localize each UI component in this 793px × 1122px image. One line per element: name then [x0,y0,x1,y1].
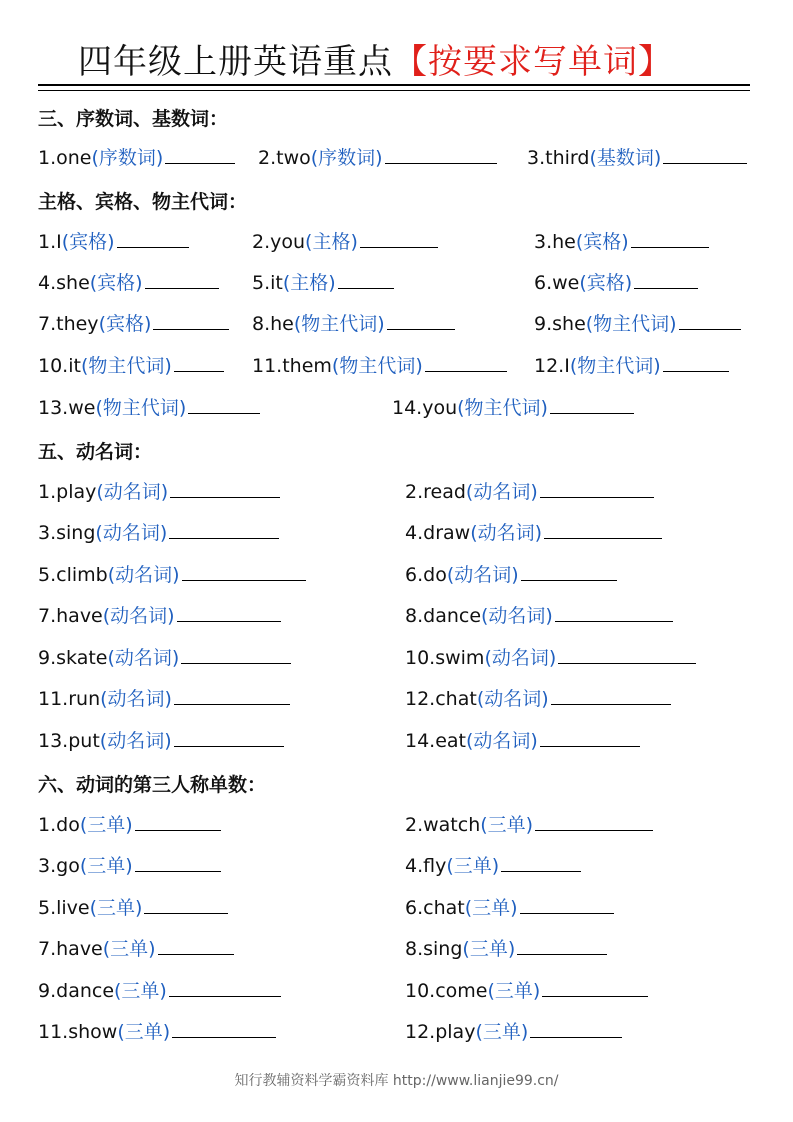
answer-blank[interactable] [181,645,291,664]
exercise-item: 10.swim(动名词) [405,645,696,670]
answer-blank[interactable] [135,812,221,831]
exercise-item: 2.read(动名词) [405,479,654,504]
exercise-item: 11.them(物主代词) [252,353,507,378]
answer-blank[interactable] [631,229,709,248]
answer-blank[interactable] [174,728,284,747]
answer-blank[interactable] [550,395,634,414]
exercise-item: 7.they(宾格) [38,311,229,336]
exercise-item: 9.dance(三单) [38,978,281,1003]
answer-blank[interactable] [135,853,221,872]
answer-blank[interactable] [542,978,648,997]
exercise-item: 6.we(宾格) [534,270,698,295]
exercise-item: 7.have(三单) [38,936,234,961]
answer-blank[interactable] [535,812,653,831]
exercise-item: 5.climb(动名词) [38,562,306,587]
exercise-item: 4.fly(三单) [405,853,581,878]
exercise-item: 14.you(物主代词) [392,395,634,420]
answer-blank[interactable] [158,936,234,955]
answer-blank[interactable] [551,686,671,705]
answer-blank[interactable] [385,145,497,164]
exercise-item: 12.chat(动名词) [405,686,671,711]
answer-blank[interactable] [188,395,260,414]
exercise-item: 1.one(序数词) [38,145,235,170]
answer-blank[interactable] [174,353,224,372]
exercise-item: 3.sing(动名词) [38,520,279,545]
exercise-item: 3.he(宾格) [534,229,709,254]
exercise-item: 13.we(物主代词) [38,395,260,420]
answer-blank[interactable] [387,311,455,330]
answer-blank[interactable] [117,229,189,248]
answer-blank[interactable] [530,1019,622,1038]
answer-blank[interactable] [663,353,729,372]
answer-blank[interactable] [501,853,581,872]
exercise-item: 6.chat(三单) [405,895,614,920]
answer-blank[interactable] [517,936,607,955]
page-title [78,42,673,82]
title-highlight: 【按要求写单词】 [393,42,673,82]
answer-blank[interactable] [338,270,394,289]
exercise-item: 2.you(主格) [252,229,438,254]
answer-blank[interactable] [182,562,306,581]
exercise-item: 3.go(三单) [38,853,221,878]
answer-blank[interactable] [169,978,281,997]
answer-blank[interactable] [172,1019,276,1038]
answer-blank[interactable] [634,270,698,289]
exercise-item: 10.come(三单) [405,978,648,1003]
answer-blank[interactable] [174,686,290,705]
exercise-item: 5.live(三单) [38,895,228,920]
exercise-item: 2.two(序数词) [258,145,497,170]
exercise-item: 12.I(物主代词) [534,353,729,378]
exercise-item: 8.he(物主代词) [252,311,455,336]
exercise-item: 8.sing(三单) [405,936,607,961]
exercise-item: 12.play(三单) [405,1019,622,1044]
exercise-item: 11.run(动名词) [38,686,290,711]
answer-blank[interactable] [520,895,614,914]
answer-blank[interactable] [540,728,640,747]
exercise-item: 10.it(物主代词) [38,353,224,378]
exercise-item: 9.she(物主代词) [534,311,741,336]
exercise-item: 1.play(动名词) [38,479,280,504]
answer-blank[interactable] [555,603,673,622]
title-underline [38,84,750,86]
exercise-item: 14.eat(动名词) [405,728,640,753]
answer-blank[interactable] [558,645,696,664]
exercise-item: 1.I(宾格) [38,229,189,254]
answer-blank[interactable] [153,311,229,330]
exercise-item: 9.skate(动名词) [38,645,291,670]
section-heading-pronouns: 主格、宾格、物主代词： [38,191,248,213]
answer-blank[interactable] [170,479,280,498]
page-header [38,38,750,92]
answer-blank[interactable] [544,520,662,539]
answer-blank[interactable] [144,895,228,914]
exercise-item: 7.have(动名词) [38,603,281,628]
exercise-item: 4.she(宾格) [38,270,219,295]
exercise-item: 5.it(主格) [252,270,394,295]
exercise-item: 8.dance(动名词) [405,603,673,628]
section-heading-gerunds: 五、动名词： [38,441,153,463]
title-main: 四年级上册英语重点 [78,42,393,82]
answer-blank[interactable] [145,270,219,289]
answer-blank[interactable] [165,145,235,164]
exercise-item: 3.third(基数词) [527,145,747,170]
answer-blank[interactable] [521,562,617,581]
exercise-item: 11.show(三单) [38,1019,276,1044]
section-heading-third-person: 六、动词的第三人称单数： [38,774,267,796]
answer-blank[interactable] [177,603,281,622]
exercise-item: 13.put(动名词) [38,728,284,753]
answer-blank[interactable] [169,520,279,539]
answer-blank[interactable] [360,229,438,248]
exercise-item: 6.do(动名词) [405,562,617,587]
answer-blank[interactable] [679,311,741,330]
exercise-item: 4.draw(动名词) [405,520,662,545]
answer-blank[interactable] [663,145,747,164]
footer-source: 知行教辅资料学霸资料库 http://www.lianjie99.cn/ [234,1073,559,1089]
answer-blank[interactable] [540,479,654,498]
exercise-item: 2.watch(三单) [405,812,653,837]
title-underline-double [38,90,750,91]
section-heading-ordinal-cardinal: 三、序数词、基数词： [38,108,229,130]
answer-blank[interactable] [425,353,507,372]
exercise-item: 1.do(三单) [38,812,221,837]
